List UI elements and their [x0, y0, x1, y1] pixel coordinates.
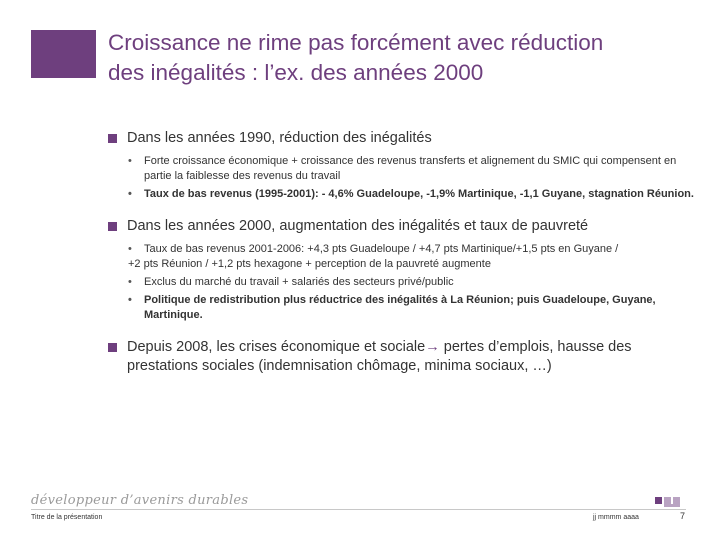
- list-item: • Forte croissance économique + croissance des revenus transferts et alignement du SMIC qui compensent en partie la faiblesse des revenus du travail: [128, 155, 677, 182]
- footer-presentation-title: Titre de la présentation: [31, 514, 103, 521]
- section-1-list: [108, 154, 698, 202]
- square-bullet-icon: [108, 134, 117, 143]
- slide-title-line-2: des inégalités : l’ex. des années 2000: [108, 60, 484, 85]
- section-2-heading: Dans les années 2000, augmentation des inégalités et taux de pauvreté: [108, 217, 698, 236]
- section-3-heading: Depuis 2008, les crises économique et sociale→ pertes d’emplois, hausse des prestations sociales (indemnisation chômage, minima sociaux, …): [108, 338, 698, 376]
- footer-square-icon: [664, 504, 680, 507]
- footer-divider: [31, 509, 686, 510]
- brand-tagline: développeur d’avenirs durables: [31, 493, 249, 508]
- square-bullet-icon: [108, 343, 117, 352]
- section-2-list: [108, 242, 698, 323]
- bullet-icon: •: [128, 276, 132, 288]
- slide-title: [108, 28, 708, 88]
- section-1-heading: Dans les années 1990, réduction des inégalités: [108, 129, 698, 148]
- slide-title-line-1: Croissance ne rime pas forcément avec réduction: [108, 30, 604, 55]
- arrow-right-icon: →: [425, 339, 440, 355]
- footer-square-icon: [673, 497, 680, 504]
- footer-square-icon: [655, 497, 662, 504]
- bullet-icon: •: [128, 243, 132, 255]
- list-item: • Exclus du marché du travail + salariés des secteurs privé/public: [128, 276, 454, 288]
- bullet-icon: •: [128, 188, 132, 200]
- slide-body: [108, 129, 698, 376]
- list-item: • Politique de redistribution plus réductrice des inégalités à La Réunion; puis Guadeloupe, Guyane, Martinique.: [128, 294, 656, 321]
- list-item: • Taux de bas revenus 2001-2006: +4,3 pts Guadeloupe / +4,7 pts Martinique/+1,5 pts en Guyane / +2 pts Réunion / +1,2 pts hexagone + perception de la pauvreté augmente: [128, 243, 619, 270]
- bullet-icon: •: [128, 155, 132, 167]
- list-item: • Taux de bas revenus (1995-2001): - 4,6% Guadeloupe, -1,9% Martinique, -1,1 Guyane, stagnation Réunion.: [128, 188, 694, 200]
- bullet-icon: •: [128, 294, 132, 306]
- page-number: 7: [680, 511, 686, 521]
- footer-square-icon: [664, 497, 671, 504]
- footer-date: jj mmmm aaaa: [593, 514, 639, 521]
- square-bullet-icon: [108, 222, 117, 231]
- accent-block: [31, 30, 96, 78]
